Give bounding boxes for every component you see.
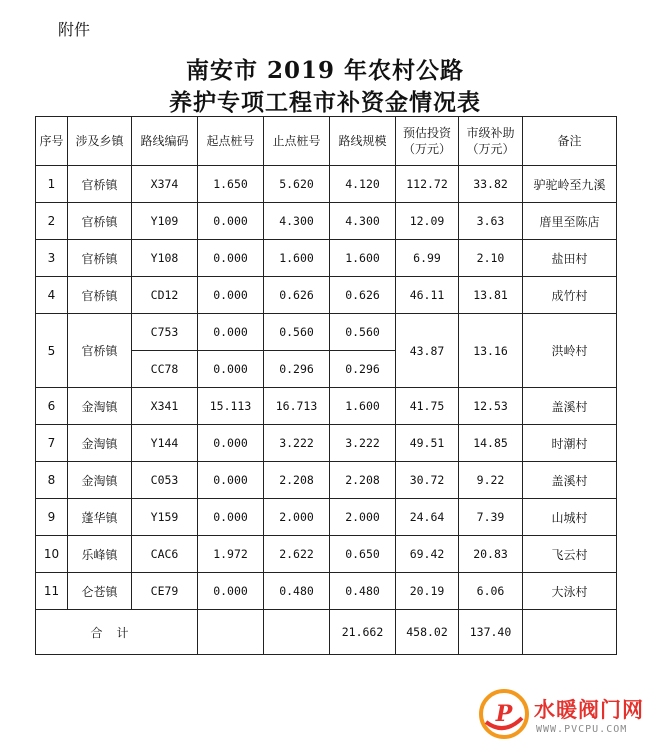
cell-invest: 43.87 — [396, 314, 459, 388]
cell-end: 0.560 — [264, 314, 330, 351]
cell-start: 0.000 — [198, 277, 264, 314]
cell-start: 0.000 — [198, 462, 264, 499]
cell-subsidy: 9.22 — [459, 462, 523, 499]
table-row — [36, 462, 617, 499]
cell-subsidy: 13.16 — [459, 314, 523, 388]
cell-town: 金淘镇 — [68, 425, 132, 462]
cell-town: 官桥镇 — [68, 166, 132, 203]
cell-code: C753 — [132, 314, 198, 351]
page-title-line2: 养护专项工程市补资金情况表 — [169, 89, 481, 116]
cell-code: CC78 — [132, 351, 198, 388]
cell-end: 0.480 — [264, 573, 330, 610]
cell-empty — [198, 610, 264, 655]
cell-end: 0.626 — [264, 277, 330, 314]
cell-scale: 1.600 — [330, 240, 396, 277]
cell-start: 0.000 — [198, 203, 264, 240]
cell-end: 2.208 — [264, 462, 330, 499]
header-code: 路线编码 — [132, 117, 198, 166]
cell-scale: 0.560 — [330, 314, 396, 351]
table-row — [36, 203, 617, 240]
cell-no: 7 — [36, 425, 68, 462]
table-row — [36, 573, 617, 610]
cell-town: 金淘镇 — [68, 388, 132, 425]
header-note: 备注 — [523, 117, 617, 166]
cell-code: CAC6 — [132, 536, 198, 573]
table-row — [36, 277, 617, 314]
cell-town: 官桥镇 — [68, 240, 132, 277]
header-end: 止点桩号 — [264, 117, 330, 166]
header-no: 序号 — [36, 117, 68, 166]
cell-subsidy: 6.06 — [459, 573, 523, 610]
table-row — [36, 240, 617, 277]
header-row — [36, 117, 617, 166]
cell-no: 6 — [36, 388, 68, 425]
cell-no: 8 — [36, 462, 68, 499]
cell-no: 4 — [36, 277, 68, 314]
cell-town: 蓬华镇 — [68, 499, 132, 536]
header-town: 涉及乡镇 — [68, 117, 132, 166]
cell-town: 仑苍镇 — [68, 573, 132, 610]
cell-no: 11 — [36, 573, 68, 610]
cell-start: 0.000 — [198, 425, 264, 462]
cell-scale: 2.000 — [330, 499, 396, 536]
cell-start: 0.000 — [198, 573, 264, 610]
cell-town: 乐峰镇 — [68, 536, 132, 573]
logo-letter: P — [495, 701, 513, 727]
subsidy-table — [35, 116, 617, 655]
cell-note: 时潮村 — [523, 425, 617, 462]
cell-end: 1.600 — [264, 240, 330, 277]
cell-no: 10 — [36, 536, 68, 573]
cell-note: 盐田村 — [523, 240, 617, 277]
total-row — [36, 610, 617, 655]
cell-end: 4.300 — [264, 203, 330, 240]
cell-scale: 1.600 — [330, 388, 396, 425]
cell-code: X341 — [132, 388, 198, 425]
cell-invest: 112.72 — [396, 166, 459, 203]
table-row — [36, 499, 617, 536]
cell-note: 大泳村 — [523, 573, 617, 610]
cell-subsidy: 20.83 — [459, 536, 523, 573]
cell-note: 山城村 — [523, 499, 617, 536]
cell-subsidy: 2.10 — [459, 240, 523, 277]
total-invest: 458.02 — [396, 610, 459, 655]
cell-end: 3.222 — [264, 425, 330, 462]
cell-code: CE79 — [132, 573, 198, 610]
cell-invest: 49.51 — [396, 425, 459, 462]
cell-note: 飞云村 — [523, 536, 617, 573]
header-scale: 路线规模 — [330, 117, 396, 166]
cell-note: 庴里至陈店 — [523, 203, 617, 240]
total-label: 合计 — [36, 610, 198, 655]
cell-no: 5 — [36, 314, 68, 388]
cell-subsidy: 14.85 — [459, 425, 523, 462]
cell-end: 2.000 — [264, 499, 330, 536]
cell-subsidy: 7.39 — [459, 499, 523, 536]
cell-town: 官桥镇 — [68, 277, 132, 314]
cell-empty — [523, 610, 617, 655]
cell-invest: 69.42 — [396, 536, 459, 573]
cell-town: 官桥镇 — [68, 203, 132, 240]
total-scale: 21.662 — [330, 610, 396, 655]
cell-subsidy: 3.63 — [459, 203, 523, 240]
cell-start: 1.650 — [198, 166, 264, 203]
total-subsidy: 137.40 — [459, 610, 523, 655]
cell-subsidy: 33.82 — [459, 166, 523, 203]
cell-empty — [264, 610, 330, 655]
cell-invest: 41.75 — [396, 388, 459, 425]
cell-note: 成竹村 — [523, 277, 617, 314]
cell-subsidy: 12.53 — [459, 388, 523, 425]
table-row — [36, 425, 617, 462]
cell-end: 16.713 — [264, 388, 330, 425]
cell-scale: 4.300 — [330, 203, 396, 240]
cell-invest: 6.99 — [396, 240, 459, 277]
cell-start: 0.000 — [198, 240, 264, 277]
cell-scale: 4.120 — [330, 166, 396, 203]
table-row — [36, 166, 617, 203]
header-start: 起点桩号 — [198, 117, 264, 166]
cell-scale: 0.650 — [330, 536, 396, 573]
cell-code: Y109 — [132, 203, 198, 240]
cell-start: 1.972 — [198, 536, 264, 573]
cell-no: 9 — [36, 499, 68, 536]
cell-scale: 0.626 — [330, 277, 396, 314]
header-subsidy: 市级补助（万元） — [459, 117, 523, 166]
cell-note: 洪岭村 — [523, 314, 617, 388]
cell-scale: 0.296 — [330, 351, 396, 388]
table-row — [36, 388, 617, 425]
cell-end: 0.296 — [264, 351, 330, 388]
cell-start: 0.000 — [198, 314, 264, 351]
cell-town: 官桥镇 — [68, 314, 132, 388]
cell-invest: 30.72 — [396, 462, 459, 499]
cell-end: 2.622 — [264, 536, 330, 573]
cell-code: Y108 — [132, 240, 198, 277]
cell-town: 金淘镇 — [68, 462, 132, 499]
pv-logo-icon — [478, 688, 530, 740]
cell-no: 1 — [36, 166, 68, 203]
table-row — [36, 536, 617, 573]
cell-invest: 12.09 — [396, 203, 459, 240]
cell-note: 盖溪村 — [523, 388, 617, 425]
cell-scale: 3.222 — [330, 425, 396, 462]
watermark-brand: 水暖阀门网 — [534, 698, 644, 722]
cell-code: Y159 — [132, 499, 198, 536]
cell-no: 3 — [36, 240, 68, 277]
cell-note: 驴驼岭至九溪 — [523, 166, 617, 203]
cell-subsidy: 13.81 — [459, 277, 523, 314]
cell-end: 5.620 — [264, 166, 330, 203]
cell-code: CD12 — [132, 277, 198, 314]
site-watermark — [478, 686, 648, 742]
cell-code: C053 — [132, 462, 198, 499]
cell-invest: 24.64 — [396, 499, 459, 536]
cell-code: Y144 — [132, 425, 198, 462]
table-row — [36, 314, 617, 351]
cell-scale: 2.208 — [330, 462, 396, 499]
cell-start: 0.000 — [198, 499, 264, 536]
cell-no: 2 — [36, 203, 68, 240]
watermark-url: WWW.PVCPU.COM — [536, 724, 628, 735]
cell-start: 15.113 — [198, 388, 264, 425]
page-title-line1: 南安市 2019 年农村公路 — [185, 57, 465, 84]
cell-scale: 0.480 — [330, 573, 396, 610]
cell-invest: 46.11 — [396, 277, 459, 314]
cell-code: X374 — [132, 166, 198, 203]
cell-invest: 20.19 — [396, 573, 459, 610]
header-invest: 预估投资（万元） — [396, 117, 459, 166]
cell-start: 0.000 — [198, 351, 264, 388]
cell-note: 盖溪村 — [523, 462, 617, 499]
attachment-label: 附件 — [58, 20, 91, 39]
